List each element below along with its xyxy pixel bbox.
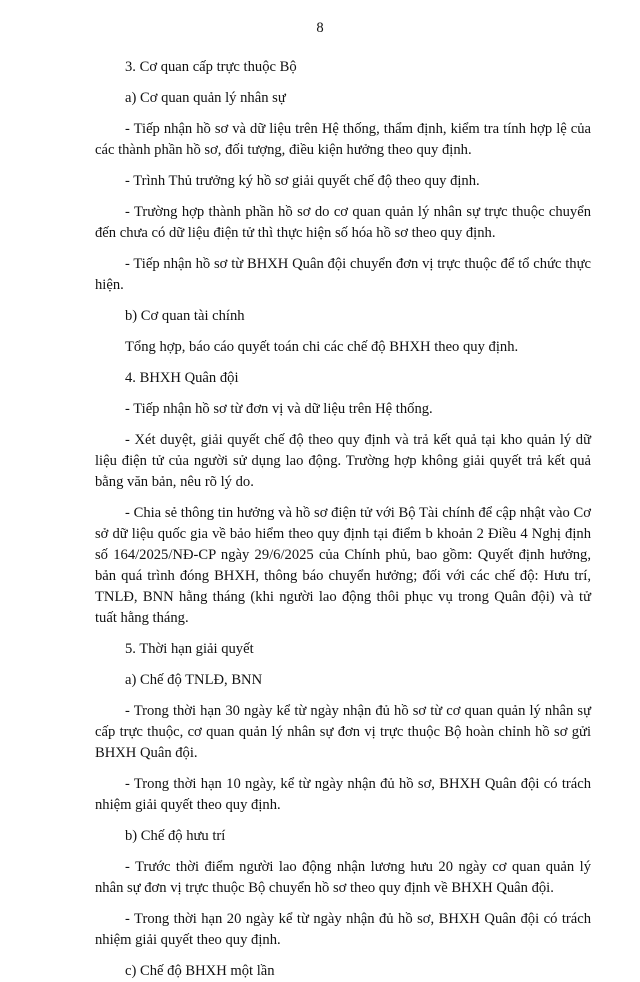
subsection-heading: a) Chế độ TNLĐ, BNN — [125, 672, 263, 688]
page-number: 8 — [316, 20, 324, 36]
paragraph: Tổng hợp, báo cáo quyết toán chi các chế độ BHXH theo quy định. — [125, 339, 519, 355]
paragraph: - Trình Thủ trưởng ký hồ sơ giải quyết chế độ theo quy định. — [125, 173, 480, 189]
subsection-heading: c) Chế độ BHXH một lần — [125, 963, 275, 979]
paragraph: - Trường hợp thành phần hồ sơ do cơ quan quản lý nhân sự trực thuộc chuyển đến chưa có dữ liệu điện tử thì thực hiện số hóa hồ sơ theo quy định. — [95, 204, 591, 241]
paragraph: - Trong thời hạn 30 ngày kể từ ngày nhận đủ hồ sơ từ cơ quan quản lý nhân sự cấp trực thuộc, cơ quan quản lý nhân sự đơn vị trực thuộc Bộ hoàn chỉnh hồ sơ gửi BHXH Quân đội. — [95, 703, 591, 761]
subsection-heading: b) Chế độ hưu trí — [125, 828, 226, 844]
paragraph: - Tiếp nhận hồ sơ và dữ liệu trên Hệ thống, thẩm định, kiểm tra tính hợp lệ của các thành phần hồ sơ, đối tượng, điều kiện hưởng theo quy định. — [95, 121, 591, 158]
section-heading: 3. Cơ quan cấp trực thuộc Bộ — [125, 59, 297, 75]
section-heading: 5. Thời hạn giải quyết — [125, 641, 254, 657]
document-body — [95, 57, 591, 982]
paragraph: - Trong thời hạn 10 ngày, kể từ ngày nhận đủ hồ sơ, BHXH Quân đội có trách nhiệm giải quyết theo quy định. — [95, 776, 591, 813]
section-heading: 4. BHXH Quân đội — [125, 370, 239, 386]
paragraph: - Xét duyệt, giải quyết chế độ theo quy định và trả kết quả tại kho quản lý dữ liệu điện tử của người sử dụng lao động. Trường hợp không giải quyết trả kết quả bằng văn bản, nêu rõ lý do. — [95, 432, 591, 490]
paragraph: - Trước thời điểm người lao động nhận lương hưu 20 ngày cơ quan quản lý nhân sự đơn vị trực thuộc Bộ chuyển hồ sơ theo quy định về BHXH Quân đội. — [95, 859, 591, 896]
subsection-heading: a) Cơ quan quản lý nhân sự — [125, 90, 286, 106]
subsection-heading: b) Cơ quan tài chính — [125, 308, 245, 324]
paragraph: - Tiếp nhận hồ sơ từ BHXH Quân đội chuyển đơn vị trực thuộc để tổ chức thực hiện. — [95, 256, 591, 293]
paragraph: - Tiếp nhận hồ sơ từ đơn vị và dữ liệu trên Hệ thống. — [125, 401, 433, 417]
paragraph: - Trong thời hạn 20 ngày kể từ ngày nhận đủ hồ sơ, BHXH Quân đội có trách nhiệm giải quyết theo quy định. — [95, 911, 591, 948]
paragraph: - Chia sẻ thông tin hưởng và hồ sơ điện tử với Bộ Tài chính để cập nhật vào Cơ sở dữ liệu quốc gia về bảo hiểm theo quy định tại điểm b khoản 2 Điều 4 Nghị định số 164/2025/NĐ-CP ngày 29/6/2025 của Chính phủ, bao gồm: Quyết định hưởng, bản quá trình đóng BHXH, thông báo chuyển hưởng; đối với các chế độ: Hưu trí, TNLĐ, BNN hằng tháng (khi người lao động thôi phục vụ trong Quân đội) và tử tuất hằng tháng. — [95, 505, 591, 626]
